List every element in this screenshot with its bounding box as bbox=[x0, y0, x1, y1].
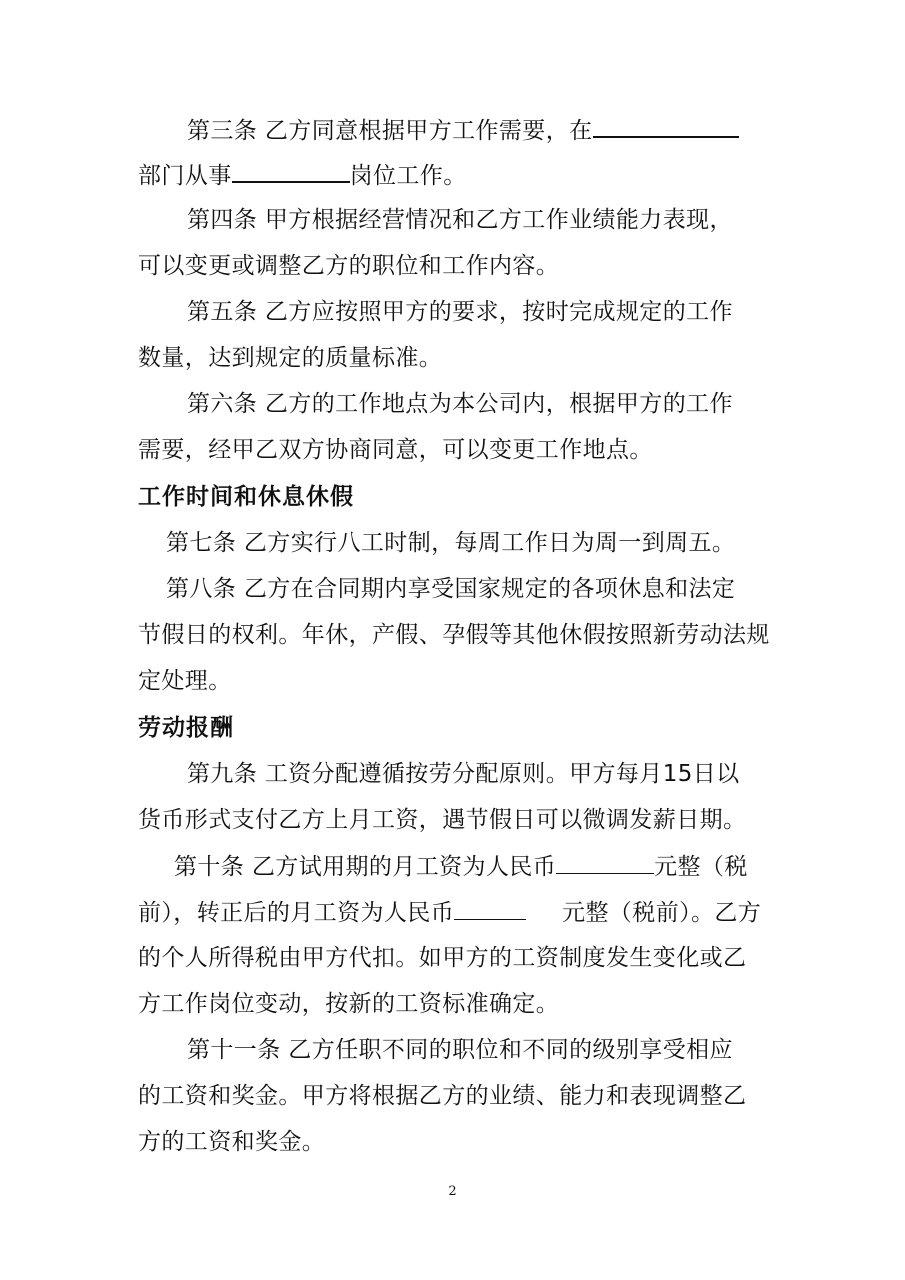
position-blank bbox=[232, 159, 350, 183]
regular-salary-blank bbox=[454, 897, 526, 920]
article-3-line-1 bbox=[187, 114, 739, 146]
article-10-line-4: 方工作岗位变动，按新的工资标准确定。 bbox=[138, 991, 560, 1017]
article-8-line-2: 节假日的权利。年休，产假、孕假等其他休假按照新劳动法规 bbox=[138, 622, 770, 648]
article-6-line-2: 需要，经甲乙双方协商同意，可以变更工作地点。 bbox=[138, 437, 653, 463]
article-3-text-2a: 部门从事 bbox=[138, 163, 232, 189]
article-11-line-1: 第十一条 乙方任职不同的职位和不同的级别享受相应 bbox=[187, 1037, 733, 1063]
article-10-text-2b: 元整（税前）。乙方 bbox=[562, 900, 762, 926]
article-5-line-1: 第五条 乙方应按照甲方的要求，按时完成规定的工作 bbox=[187, 299, 733, 325]
article-10-text-1b: 元整（税 bbox=[654, 854, 748, 880]
article-4-line-2: 可以变更或调整乙方的职位和工作内容。 bbox=[138, 253, 560, 279]
article-10-line-1 bbox=[174, 851, 748, 882]
article-9-line-2: 货币形式支付乙方上月工资，遇节假日可以微调发薪日期。 bbox=[138, 807, 747, 833]
section-heading-work-time: 工作时间和休息休假 bbox=[138, 484, 354, 510]
article-10-line-2 bbox=[138, 897, 761, 928]
article-3-text: 第三条 乙方同意根据甲方工作需要，在 bbox=[187, 118, 593, 144]
article-10-text-2a: 前），转正后的月工资为人民币 bbox=[138, 900, 455, 926]
article-8-line-3: 定处理。 bbox=[138, 668, 232, 694]
article-5-line-2: 数量，达到规定的质量标准。 bbox=[138, 345, 443, 371]
article-3-text-2b: 岗位工作。 bbox=[349, 163, 467, 189]
probation-salary-blank bbox=[556, 851, 654, 874]
article-7-line-1: 第七条 乙方实行八工时制，每周工作日为周一到周五。 bbox=[166, 530, 736, 556]
article-4-line-1: 第四条 甲方根据经营情况和乙方工作业绩能力表现， bbox=[187, 207, 733, 233]
article-10-line-3: 的个人所得税由甲方代扣。如甲方的工资制度发生变化或乙 bbox=[138, 945, 747, 971]
article-6-line-1: 第六条 乙方的工作地点为本公司内，根据甲方的工作 bbox=[187, 391, 733, 417]
article-10-text-1a: 第十条 乙方试用期的月工资为人民币 bbox=[174, 854, 557, 880]
department-blank bbox=[593, 114, 739, 138]
article-3-line-2 bbox=[138, 159, 467, 191]
section-heading-pay: 劳动报酬 bbox=[138, 715, 234, 741]
article-9-line-1: 第九条 工资分配遵循按劳分配原则。甲方每月15日以 bbox=[187, 761, 740, 787]
article-11-line-3: 方的工资和奖金。 bbox=[138, 1129, 326, 1155]
article-8-line-1: 第八条 乙方在合同期内享受国家规定的各项休息和法定 bbox=[166, 576, 736, 602]
article-11-line-2: 的工资和奖金。甲方将根据乙方的业绩、能力和表现调整乙 bbox=[138, 1083, 747, 1109]
page-number: 2 bbox=[448, 1184, 457, 1199]
